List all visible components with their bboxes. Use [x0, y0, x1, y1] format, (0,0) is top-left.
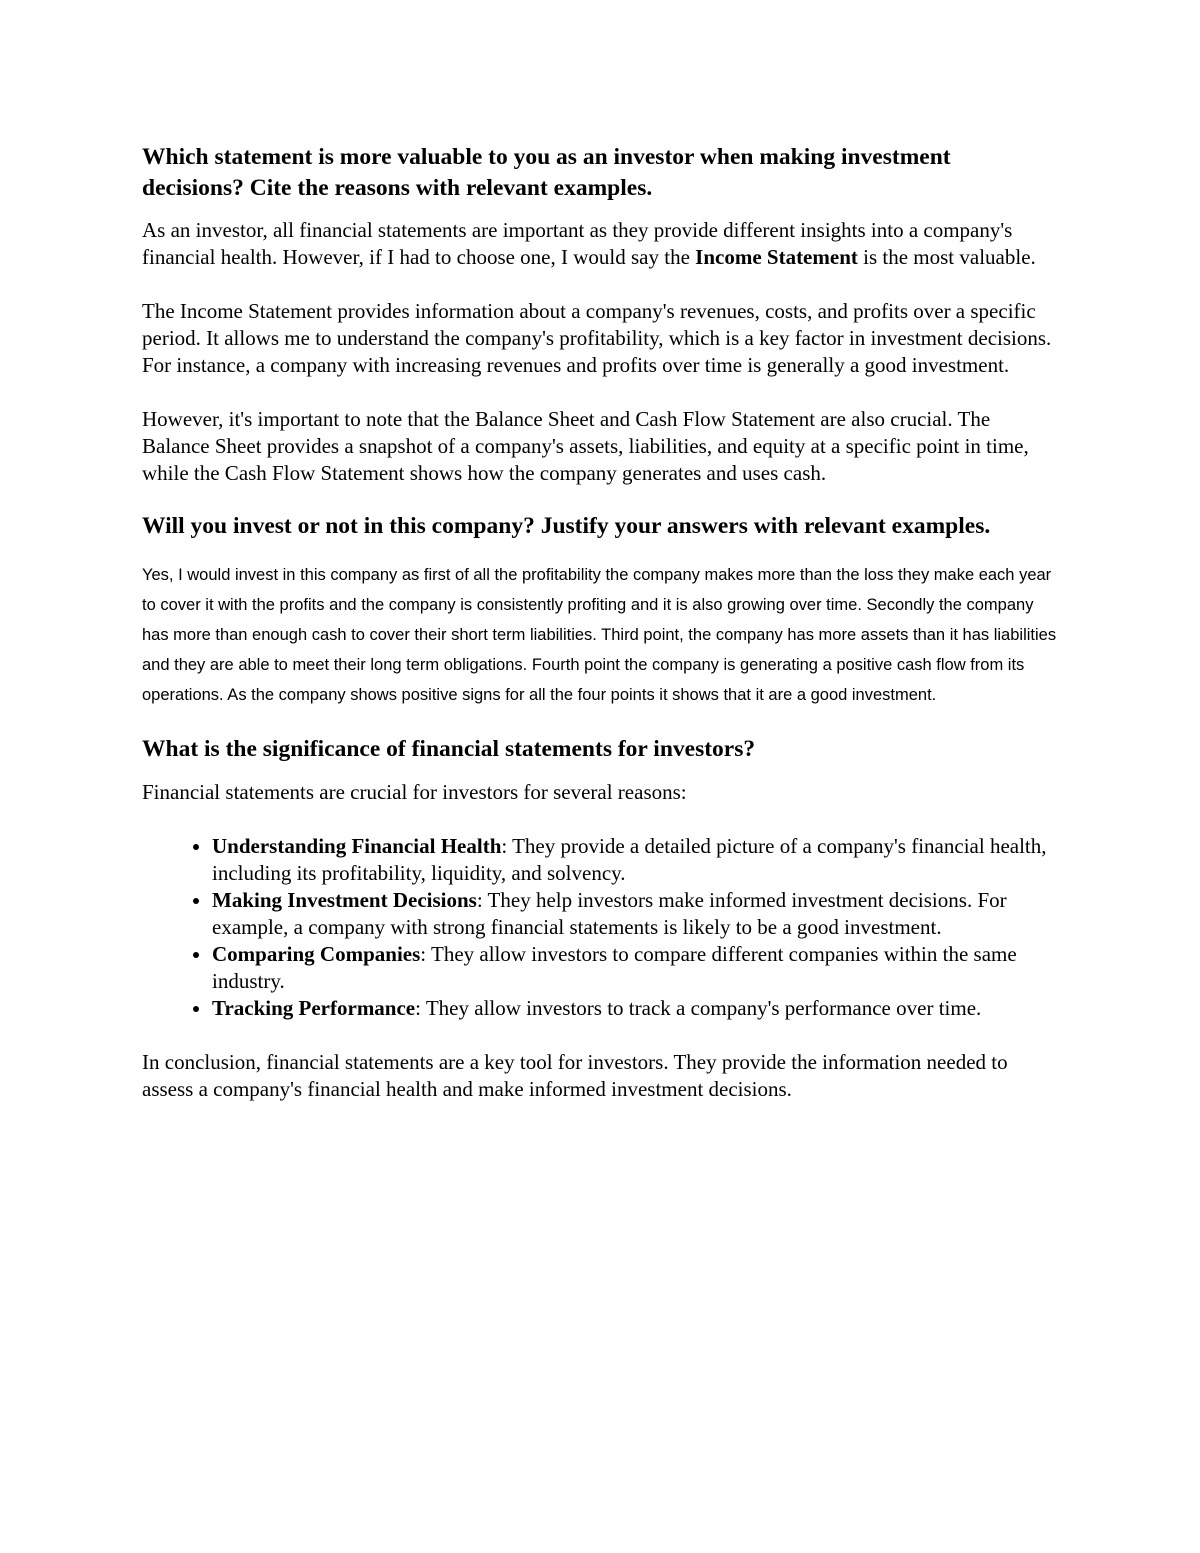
section-1-paragraph-1-text-a: As an investor, all financial statements are important as they provide different insights into a company's financial health. However, if I had to choose one, I would say the [142, 218, 1013, 269]
list-item [212, 833, 1057, 887]
list-item-term: Making Investment Decisions [212, 888, 477, 912]
section-3-heading: What is the significance of financial statements for investors? [142, 736, 756, 762]
section-1-paragraph-1 [142, 217, 1057, 271]
list-item-text: : They help investors make informed investment decisions. For example, a company with strong financial statements is likely to be a good investment. [212, 888, 1007, 939]
section-1-heading: Which statement is more valuable to you as an investor when making investment decisions? Cite the reasons with relevant examples. [142, 144, 951, 201]
significance-list [142, 833, 1057, 1022]
income-statement-emphasis: Income Statement [695, 245, 858, 269]
list-item-text: : They allow investors to track a company's performance over time. [415, 996, 982, 1020]
section-1-paragraph-3: However, it's important to note that the Balance Sheet and Cash Flow Statement are also crucial. The Balance Sheet provides a snapshot of a company's assets, liabilities, and equity at a specific point in time, while the Cash Flow Statement shows how the company generates and uses cash. [142, 407, 1029, 485]
list-item-text: : They allow investors to compare different companies within the same industry. [212, 942, 1017, 993]
document-page [142, 142, 1057, 1130]
list-item [212, 887, 1057, 941]
section-3-intro: Financial statements are crucial for investors for several reasons: [142, 780, 687, 804]
list-item [212, 995, 1057, 1022]
section-2-paragraph-1: Yes, I would invest in this company as first of all the profitability the company makes more than the loss they make each year to cover it with the profits and the company is consistently profiting and it is also growing over time. Secondly the company has more than enough cash to cover their short term liabilities. Third point, the company has more assets than it has liabilities and they are able to meet their long term obligations. Fourth point the company is generating a positive cash flow from its operations. As the company shows positive signs for all the four points it shows that it are a good investment. [142, 566, 1057, 704]
list-item [212, 941, 1057, 995]
list-item-text: : They provide a detailed picture of a company's financial health, including its profitability, liquidity, and solvency. [212, 834, 1047, 885]
conclusion-paragraph: In conclusion, financial statements are a key tool for investors. They provide the information needed to assess a company's financial health and make informed investment decisions. [142, 1050, 1008, 1101]
section-2-heading: Will you invest or not in this company? Justify your answers with relevant examples. [142, 513, 991, 539]
list-item-term: Comparing Companies [212, 942, 421, 966]
section-1-paragraph-2: The Income Statement provides information about a company's revenues, costs, and profits over a specific period. It allows me to understand the company's profitability, which is a key factor in investment decisions. For instance, a company with increasing revenues and profits over time is generally a good investment. [142, 299, 1052, 377]
list-item-term: Understanding Financial Health [212, 834, 502, 858]
list-item-term: Tracking Performance [212, 996, 416, 1020]
section-1-paragraph-1-text-b: is the most valuable. [857, 245, 1036, 269]
